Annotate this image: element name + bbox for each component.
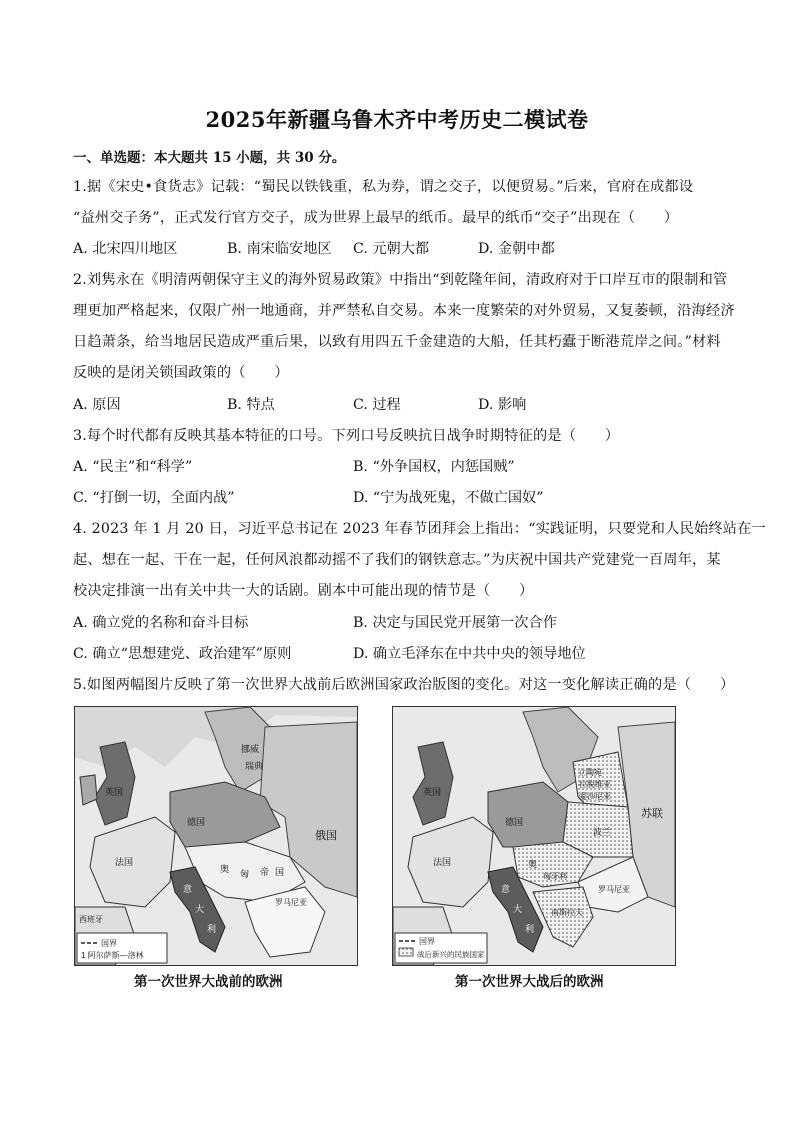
map-after-svg: [393, 707, 675, 965]
q4-line-2: 起、想在一起、干在一起，任何风浪都动摇不了我们的钢铁意志。”为庆祝中国共产党建党一百周年，某: [73, 552, 721, 568]
q3-option-d[interactable]: D. “宁为战死鬼，不做亡国奴”: [353, 490, 544, 506]
q4-line-3: 校决定排演一出有关中共一大的话剧。剧本中可能出现的情节是（ ）: [73, 583, 534, 599]
map-after-label-italy-3: 利: [525, 924, 535, 934]
map-before-label-germany: 德国: [187, 817, 206, 827]
map-before-label-italy-1: 意: [183, 884, 193, 894]
q4-option-b[interactable]: B. 决定与国民党开展第一次合作: [353, 615, 557, 631]
map-before-label-spain: 西班牙: [79, 915, 103, 924]
map-after-label-romania: 罗马尼亚: [598, 885, 630, 894]
map-after-label-hungary: 匈牙利: [543, 872, 567, 881]
map-before-label-britain: 英国: [105, 787, 124, 797]
map-before-legend-alsace: 1 阿尔萨斯—洛林: [81, 951, 144, 960]
map-before-label-austria-4: 国: [275, 867, 285, 877]
map-after-label-italy-2: 大: [513, 904, 523, 914]
q2-option-d[interactable]: D. 影响: [478, 397, 527, 413]
q4-option-d[interactable]: D. 确立毛泽东在中共中央的领导地位: [353, 646, 586, 662]
map-before-svg: [75, 707, 357, 965]
q1-line-2: “益州交子务”，正式发行官方交子，成为世界上最早的纸币。最早的纸币“交子”出现在（ ）: [73, 210, 679, 226]
q2-option-a[interactable]: A. 原因: [73, 397, 121, 413]
q2-line-2: 理更加严格起来，仅限广州一地通商，并严禁私自交易。本来一度繁荣的对外贸易，又复萎顿，沿海经济: [73, 303, 735, 319]
map-before-label-austria-1: 奥: [220, 864, 230, 874]
map-after-caption: 第一次世界大战后的欧洲: [455, 974, 604, 990]
map-after-label-estonia: 爱沙尼亚: [579, 792, 611, 801]
map-after-label-france: 法国: [433, 857, 452, 867]
q5-line-1: 5.如图两幅图片反映了第一次世界大战前后欧洲国家政治版图的变化。对这一变化解读正确的是（ ）: [73, 677, 735, 693]
map-before-legend-border: 国界: [101, 939, 117, 948]
map-after-legend-new-states: 战后新兴的民族国家: [417, 950, 485, 959]
q3-option-c[interactable]: C. “打倒一切，全面内战”: [73, 490, 235, 506]
q3-option-b[interactable]: B. “外争国权，内惩国贼”: [353, 459, 515, 475]
q2-line-4: 反映的是闭关锁国政策的（ ）: [73, 365, 289, 381]
map-after-wwi: [392, 706, 676, 966]
q2-line-3: 日趋萧条，给当地居民造成严重后果，以致有用四五千金建造的大船，任其朽蠹于断港荒岸之间。”材料: [73, 334, 721, 350]
map-before-label-romania: 罗马尼亚: [275, 898, 307, 907]
map-after-legend-border: 国界: [419, 937, 435, 946]
map-after-label-poland: 波兰: [593, 827, 612, 837]
map-after-label-italy-1: 意: [501, 884, 511, 894]
map-before-label-norway: 挪威: [241, 744, 260, 754]
map-before-label-austria-3: 帝: [260, 867, 270, 877]
q2-line-1: 2.刘隽永在《明清两朝保守主义的海外贸易政策》中指出“到乾隆年间，清政府对于口岸互市的限制和管: [73, 272, 728, 288]
map-before-caption: 第一次世界大战前的欧洲: [134, 974, 283, 990]
map-after-label-yugoslavia: 南斯拉夫: [551, 908, 583, 917]
q1-line-1: 1.据《宋史•食货志》记载：“蜀民以铁钱重，私为券，谓之交子，以便贸易。”后来，官府在成都设: [73, 179, 694, 195]
q2-option-b[interactable]: B. 特点: [227, 397, 275, 413]
q1-option-c[interactable]: C. 元朝大都: [353, 241, 430, 257]
q4-line-1: 4. 2023 年 1 月 20 日，习近平总书记在 2023 年春节团拜会上指出：“实践证明，只要党和人民始终站在一: [73, 521, 766, 537]
map-before-label-italy-3: 利: [207, 924, 217, 934]
map-after-label-lithuania: 立陶宛: [578, 768, 602, 777]
map-after-label-latvia: 拉脱维亚: [579, 780, 611, 789]
map-before-label-france: 法国: [115, 857, 134, 867]
q2-option-c[interactable]: C. 过程: [353, 397, 401, 413]
map-before-label-russia: 俄国: [315, 830, 337, 842]
q3-option-a[interactable]: A. “民主”和“科学”: [73, 459, 193, 475]
q1-option-a[interactable]: A. 北宋四川地区: [73, 241, 178, 257]
q4-option-a[interactable]: A. 确立党的名称和奋斗目标: [73, 615, 249, 631]
map-after-label-austria: 奥: [528, 859, 538, 869]
q4-option-c[interactable]: C. 确立“思想建党、政治建军”原则: [73, 646, 292, 662]
map-before-label-italy-2: 大: [195, 904, 205, 914]
map-after-label-ussr: 苏联: [641, 808, 663, 820]
q3-line-1: 3.每个时代都有反映其基本特征的口号。下列口号反映抗日战争时期特征的是（ ）: [73, 428, 620, 444]
map-before-wwi: [74, 706, 358, 966]
section-heading: 一、单选题：本大题共 15 小题，共 30 分。: [73, 150, 346, 166]
exam-title: 2025年新疆乌鲁木齐中考历史二模试卷: [205, 107, 589, 132]
map-before-label-sweden: 瑞典: [245, 761, 264, 771]
map-after-label-britain: 英国: [423, 787, 442, 797]
q1-option-d[interactable]: D. 金朝中都: [478, 241, 555, 257]
map-after-label-germany: 德国: [505, 817, 524, 827]
map-before-label-austria-2: 匈: [240, 869, 250, 879]
q1-option-b[interactable]: B. 南宋临安地区: [227, 241, 332, 257]
